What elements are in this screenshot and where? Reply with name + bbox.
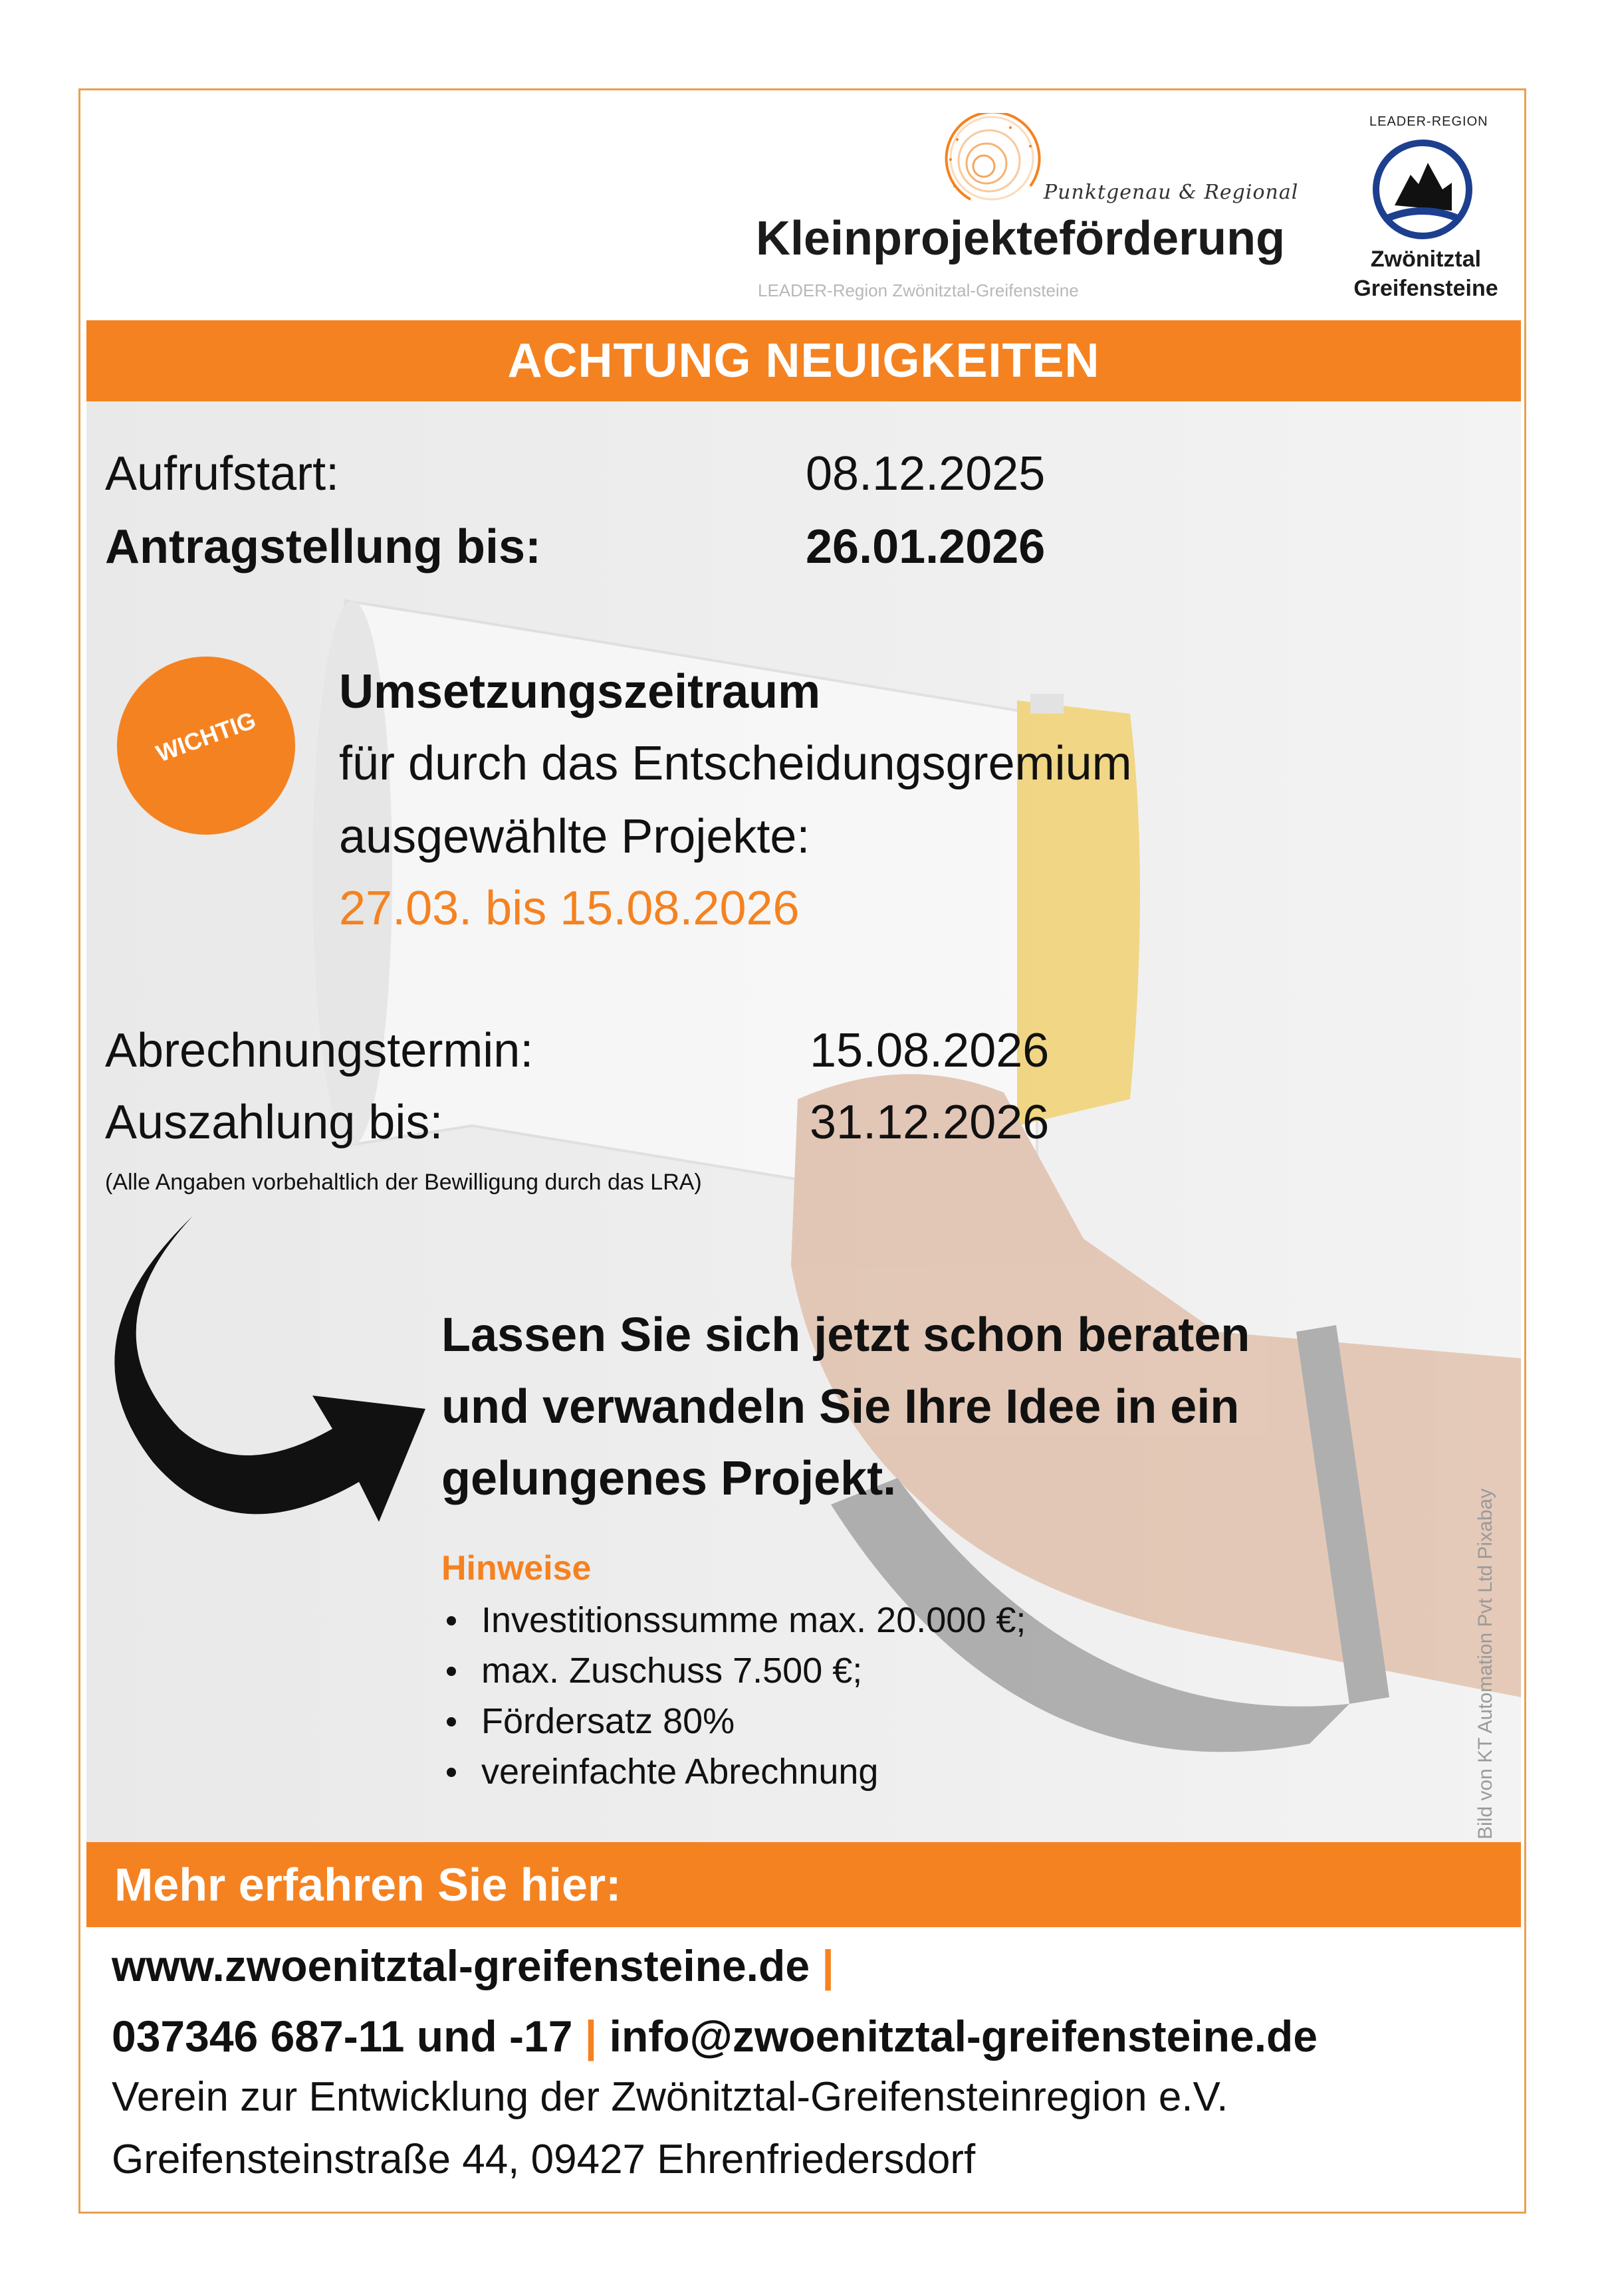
email-link[interactable]: info@zwoenitztal-greifensteine.de <box>609 2012 1318 2061</box>
region-name-line2: Greifensteine <box>1353 276 1498 301</box>
curved-arrow-icon <box>113 1209 459 1542</box>
spiral-logo-icon <box>931 113 1077 226</box>
antragstellung-label: Antragstellung bis: <box>105 520 542 574</box>
phone-number[interactable]: 037346 687-11 und -17 <box>112 2012 573 2061</box>
more-info-banner: Mehr erfahren Sie hier: <box>86 1842 1521 1927</box>
organization-address: Greifensteinstraße 44, 09427 Ehrenfriedersdorf <box>112 2137 976 2182</box>
hinweise-item: Investitionssumme max. 20.000 €; <box>441 1595 1026 1645</box>
auszahlung-label: Auszahlung bis: <box>105 1096 443 1149</box>
cta-line-2: und verwandeln Sie Ihre Idee in ein <box>441 1380 1240 1433</box>
region-label: LEADER-REGION <box>1369 114 1488 129</box>
aufrufstart-label: Aufrufstart: <box>105 447 340 500</box>
region-emblem-icon <box>1369 136 1476 243</box>
hinweise-heading: Hinweise <box>441 1549 592 1588</box>
umsetzung-line-2: ausgewählte Projekte: <box>339 810 810 863</box>
cta-line-1: Lassen Sie sich jetzt schon beraten <box>441 1308 1250 1362</box>
aufrufstart-value: 08.12.2025 <box>806 447 1046 500</box>
region-name-line1: Zwönitztal <box>1370 247 1482 272</box>
contact-line <box>112 2011 1318 2061</box>
abrechnung-value: 15.08.2026 <box>810 1024 1050 1077</box>
antragstellung-value: 26.01.2026 <box>806 520 1046 574</box>
umsetzung-period: 27.03. bis 15.08.2026 <box>339 882 800 935</box>
umsetzung-line-1: für durch das Entscheidungsgremium <box>339 737 1132 790</box>
wichtig-badge-label: WICHTIG <box>152 706 260 768</box>
disclaimer-note: (Alle Angaben vorbehaltlich der Bewilligung durch das LRA) <box>105 1170 702 1195</box>
organization-name: Verein zur Entwicklung der Zwönitztal-Greifensteinregion e.V. <box>112 2074 1228 2120</box>
logo-title: Kleinprojekteförderung <box>756 212 1286 265</box>
cta-line-3: gelungenes Projekt. <box>441 1452 897 1505</box>
auszahlung-value: 31.12.2026 <box>810 1096 1050 1149</box>
separator: | <box>584 2012 598 2061</box>
separator: | <box>822 1941 834 1990</box>
logo-subtitle: LEADER-Region Zwönitztal-Greifensteine <box>758 280 1079 300</box>
hinweise-item: vereinfachte Abrechnung <box>441 1746 1026 1797</box>
umsetzung-title: Umsetzungszeitraum <box>339 665 821 718</box>
news-banner: ACHTUNG NEUIGKEITEN <box>86 320 1521 401</box>
logo-tagline: Punktgenau & Regional <box>1044 181 1299 204</box>
hinweise-item: Fördersatz 80% <box>441 1696 1026 1746</box>
photo-credit: Bild von KT Automation Pvt Ltd Pixabay <box>1474 1488 1496 1839</box>
website-line <box>112 1940 834 1991</box>
website-link[interactable]: www.zwoenitztal-greifensteine.de <box>112 1941 810 1990</box>
region-name <box>1349 245 1502 303</box>
abrechnung-label: Abrechnungstermin: <box>105 1024 534 1077</box>
hinweise-list <box>441 1595 1026 1797</box>
hinweise-item: max. Zuschuss 7.500 €; <box>441 1645 1026 1696</box>
